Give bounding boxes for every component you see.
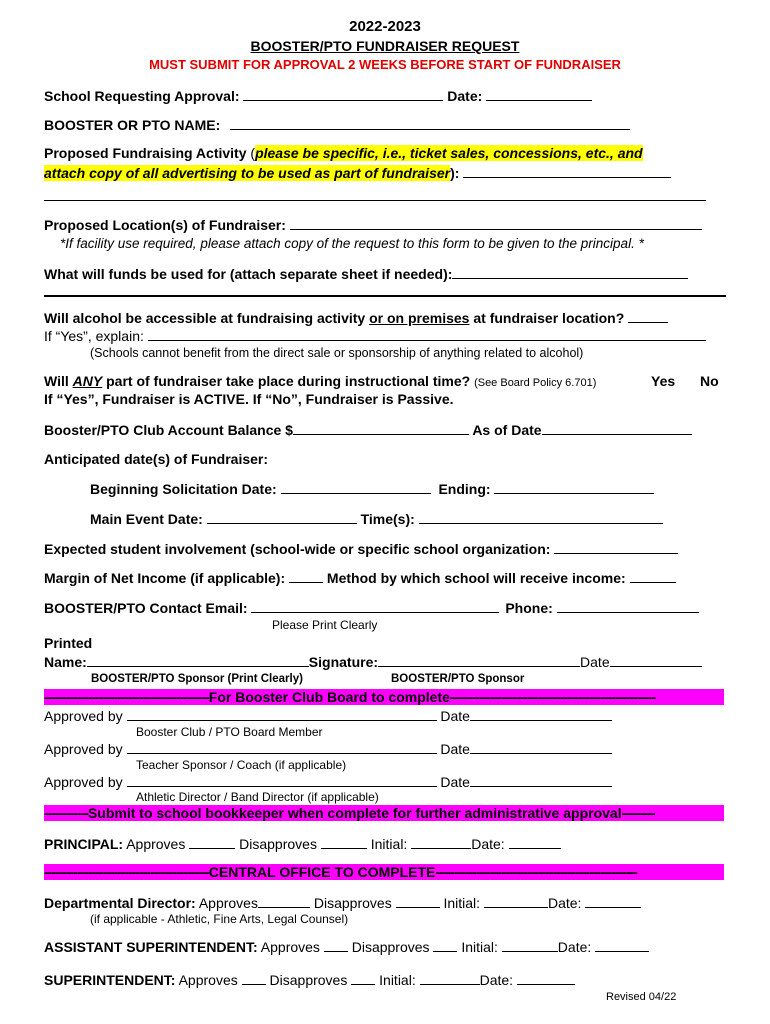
asst-date-label: Date: (557, 939, 592, 955)
approval-row-1 (44, 707, 612, 725)
bookkeeper-bar (44, 805, 724, 821)
bar-dashes-right: ------------------------------------------------------- (435, 864, 637, 880)
dept-initial-input[interactable] (484, 894, 548, 908)
alcohol-question-premises: or on premises (369, 310, 470, 326)
activity-label: Proposed Fundraising Activity (44, 145, 247, 161)
as-of-date-input[interactable] (542, 421, 692, 435)
approved-by-label-2: Approved by (44, 741, 123, 757)
funds-label: What will funds be used for (attach separate sheet if needed): (44, 266, 453, 282)
phone-input[interactable] (557, 599, 699, 613)
principal-initial-input[interactable] (411, 835, 471, 849)
supt-row (44, 971, 575, 989)
asst-approves-label: Approves (260, 939, 320, 955)
anticipated-label: Anticipated date(s) of Fundraiser: (44, 451, 269, 467)
signature-label: Signature: (308, 654, 379, 670)
location-label: Proposed Location(s) of Fundraiser: (44, 217, 286, 233)
asst-approves-input[interactable] (324, 938, 348, 952)
activity-input[interactable] (463, 164, 671, 178)
principal-date-input[interactable] (509, 835, 561, 849)
supt-initial-input[interactable] (420, 971, 480, 985)
as-of-date-label: As of Date (472, 422, 542, 438)
alcohol-note: (Schools cannot benefit from the direct sale or sponsorship of anything related to alcohol) (90, 346, 584, 360)
signature-row (44, 653, 702, 671)
signature-input[interactable] (378, 653, 580, 667)
supt-date-input[interactable] (517, 971, 575, 985)
dept-initial-label: Initial: (443, 895, 481, 911)
supt-approves-label: Approves (178, 972, 238, 988)
activity-close: ): (450, 165, 460, 181)
sponsor-caption: BOOSTER/PTO Sponsor (391, 673, 525, 685)
printed-name-input[interactable] (87, 653, 309, 667)
activity-hint-1: please be specific, i.e., ticket sales, concessions, etc., and (255, 145, 643, 161)
activity-line-2[interactable] (44, 188, 706, 201)
approval-date-input-1[interactable] (470, 707, 612, 721)
principal-approves-input[interactable] (189, 835, 235, 849)
alcohol-answer-input[interactable] (628, 309, 668, 323)
balance-label: Booster/PTO Club Account Balance $ (44, 422, 293, 438)
ending-label: Ending: (438, 481, 491, 497)
involvement-row (44, 540, 678, 558)
approved-by-input-3[interactable] (127, 773, 437, 787)
alcohol-explain-label: If “Yes”, explain: (44, 328, 144, 344)
dept-disapproves-label: Disapproves (313, 895, 392, 911)
asst-initial-label: Initial: (461, 939, 498, 955)
instructional-any: ANY (72, 373, 103, 389)
supt-label: SUPERINTENDENT: (44, 972, 176, 988)
approval-date-input-3[interactable] (470, 773, 612, 787)
activity-row-1 (44, 145, 643, 162)
form-year: 2022-2023 (349, 18, 421, 35)
dept-disapproves-input[interactable] (396, 894, 440, 908)
role-caption-2: Teacher Sponsor / Coach (if applicable) (136, 758, 347, 772)
board-section-bar (44, 689, 724, 705)
asst-supt-row (44, 938, 649, 956)
margin-label: Margin of Net Income (if applicable): (44, 570, 286, 586)
beginning-row (90, 480, 654, 498)
method-input[interactable] (630, 569, 676, 583)
dept-director-note: (if applicable - Athletic, Fine Arts, Legal Counsel) (90, 912, 349, 926)
date-input[interactable] (486, 87, 592, 101)
dept-director-row (44, 894, 641, 912)
supt-approves-input[interactable] (242, 971, 266, 985)
balance-input[interactable] (293, 421, 469, 435)
email-row (44, 599, 699, 617)
activity-row-2 (44, 164, 671, 182)
revised-note: Revised 04/22 (606, 991, 677, 1003)
dept-director-label: Departmental Director: (44, 895, 196, 911)
dept-approves-input[interactable] (258, 894, 310, 908)
bar-dashes-left: --------------------------------------------- (44, 689, 209, 705)
approval-date-input-2[interactable] (470, 740, 612, 754)
instructional-question: part of fundraiser take place during instructional time? (106, 373, 471, 389)
supt-initial-label: Initial: (379, 972, 416, 988)
margin-input[interactable] (289, 569, 323, 583)
approved-by-input-1[interactable] (127, 707, 437, 721)
no-option[interactable]: No (700, 373, 719, 389)
phone-label: Phone: (505, 600, 553, 616)
asst-supt-label: ASSISTANT SUPERINTENDENT: (44, 939, 258, 955)
instructional-row (44, 373, 596, 392)
yes-option[interactable]: Yes (651, 373, 676, 389)
method-label: Method by which school will receive income: (326, 570, 626, 586)
main-event-label: Main Event Date: (90, 511, 203, 527)
alcohol-row (44, 309, 668, 327)
approved-by-label-3: Approved by (44, 774, 123, 790)
bar-dashes-left: ------------ (44, 805, 88, 821)
location-note: *If facility use required, please attach copy of the request to this form to be given to the principal. * (60, 236, 644, 251)
alcohol-question-1: Will alcohol be accessible at fundraising activity (44, 310, 366, 326)
supt-disapproves-label: Disapproves (269, 972, 348, 988)
booster-name-label: BOOSTER OR PTO NAME: (44, 117, 221, 133)
board-bar-label: For Booster Club Board to complete (208, 689, 450, 705)
approval-date-label-2: Date (440, 741, 470, 757)
supt-date-label: Date: (479, 972, 514, 988)
margin-row (44, 569, 676, 587)
email-input[interactable] (251, 599, 499, 613)
balance-row (44, 421, 692, 439)
school-input[interactable] (243, 87, 443, 101)
bar-dashes-left: --------------------------------------------- (44, 864, 209, 880)
principal-approves-label: Approves (126, 836, 186, 852)
print-clearly-note: Please Print Clearly (272, 618, 378, 632)
sign-date-label: Date (580, 654, 610, 670)
sponsor-print-caption: BOOSTER/PTO Sponsor (Print Clearly) (91, 673, 303, 685)
activity-paren: ( (250, 145, 256, 161)
asst-initial-input[interactable] (502, 938, 558, 952)
name-label: Name: (44, 654, 87, 670)
principal-date-label: Date: (471, 836, 505, 852)
supt-disapproves-input[interactable] (351, 971, 375, 985)
active-passive-note: If “Yes”, Fundraiser is ACTIVE. If “No”, Fundraiser is Passive. (44, 391, 454, 407)
instructional-will: Will (44, 373, 69, 389)
alcohol-explain-row (44, 327, 706, 345)
approval-date-label-1: Date (440, 708, 470, 724)
board-policy-ref: (See Board Policy 6.701) (474, 377, 597, 389)
form-title: BOOSTER/PTO FUNDRAISER REQUEST (250, 38, 520, 54)
asst-disapproves-input[interactable] (433, 938, 457, 952)
submit-notice: MUST SUBMIT FOR APPROVAL 2 WEEKS BEFORE START OF FUNDRAISER (149, 57, 621, 72)
role-caption-1: Booster Club / PTO Board Member (136, 725, 323, 739)
approved-by-input-2[interactable] (127, 740, 437, 754)
involvement-input[interactable] (554, 540, 678, 554)
principal-disapproves-input[interactable] (321, 835, 367, 849)
principal-label: PRINCIPAL: (44, 836, 124, 852)
asst-disapproves-label: Disapproves (351, 939, 430, 955)
central-bar-label: CENTRAL OFFICE TO COMPLETE (208, 864, 436, 880)
approval-date-label-3: Date (440, 774, 470, 790)
funds-row (44, 265, 688, 283)
activity-hint-2: attach copy of all advertising to be used as part of fundraiser (44, 165, 451, 181)
school-row (44, 87, 592, 105)
principal-disapproves-label: Disapproves (239, 836, 317, 852)
bookkeeper-bar-label: Submit to school bookkeeper when complete for further administrative approval (87, 805, 622, 821)
printed-label: Printed (44, 635, 93, 651)
sign-date-input[interactable] (610, 653, 702, 667)
main-event-input[interactable] (207, 510, 357, 524)
funds-input[interactable] (452, 265, 688, 279)
bar-dashes-right: -------------------------------------------------------- (449, 689, 655, 705)
beginning-label: Beginning Solicitation Date: (90, 481, 277, 497)
dept-date-input[interactable] (585, 894, 641, 908)
dept-approves-label: Approves (198, 895, 258, 911)
date-label: Date: (447, 88, 483, 104)
location-input[interactable] (290, 216, 702, 230)
alcohol-question-2: at fundraiser location? (473, 310, 625, 326)
school-label: School Requesting Approval: (44, 88, 240, 104)
approval-row-2 (44, 740, 612, 758)
principal-initial-label: Initial: (370, 836, 408, 852)
times-input[interactable] (419, 510, 663, 524)
approved-by-label-1: Approved by (44, 708, 123, 724)
booster-name-row (44, 116, 630, 134)
central-office-bar (44, 864, 724, 880)
asst-date-input[interactable] (595, 938, 649, 952)
alcohol-explain-input[interactable] (148, 327, 706, 341)
times-label: Time(s): (360, 511, 415, 527)
booster-name-input[interactable] (230, 116, 630, 130)
role-caption-3: Athletic Director / Band Director (if applicable) (136, 790, 379, 804)
divider-rule (44, 295, 726, 297)
beginning-input[interactable] (281, 480, 431, 494)
location-row (44, 216, 702, 234)
principal-row (44, 835, 561, 853)
bar-dashes-right: --------- (621, 805, 655, 821)
main-event-row (90, 510, 663, 528)
ending-input[interactable] (494, 480, 654, 494)
dept-date-label: Date: (547, 895, 582, 911)
email-label: BOOSTER/PTO Contact Email: (44, 600, 248, 616)
involvement-label: Expected student involvement (school-wide or specific school organization: (44, 541, 551, 557)
